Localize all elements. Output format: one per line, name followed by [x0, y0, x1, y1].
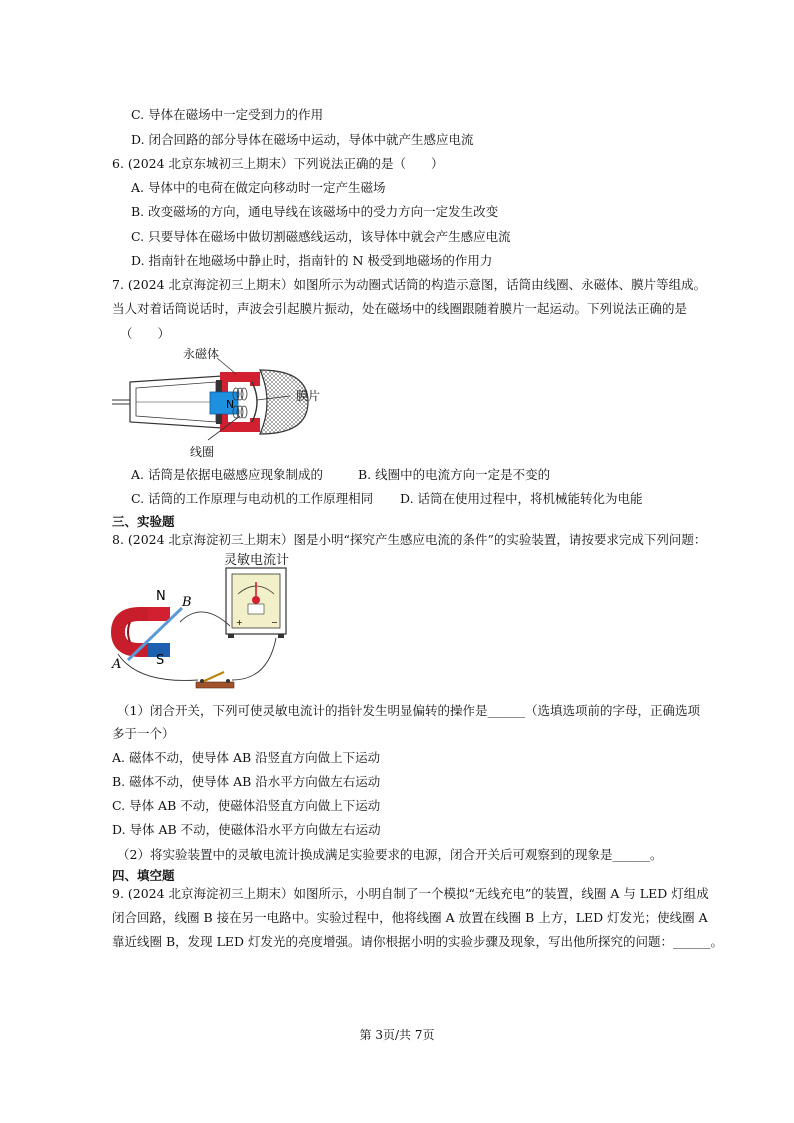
microphone-handle: [112, 376, 222, 428]
q8-option-c: C. 导体 AB 不动，使磁体沿竖直方向做上下运动: [112, 798, 381, 813]
q6-stem: 6. (2024 北京东城初三上期末）下列说法正确的是（ ）: [112, 156, 444, 171]
section-3-heading: 三、实验题: [112, 514, 175, 529]
q6-option-a: A. 导体中的电荷在做定向移动时一定产生磁场: [131, 180, 386, 195]
q7-stem-line-2: 当人对着话筒说话时，声波会引起膜片振动，处在磁场中的线圈跟随着膜片一起运动。下列说法正确的是: [112, 301, 688, 316]
q8-option-a: A. 磁体不动，使导体 AB 沿竖直方向做上下运动: [112, 750, 381, 765]
q8-sub1-line-1: （1）闭合开关，下列可使灵敏电流计的指针发生明显偏转的操作是______（选填选项前的字母，正确选项: [117, 703, 700, 718]
q7-option-a: A. 话筒是依据电磁感应现象制成的: [131, 467, 323, 482]
wire-b-to-meter: [180, 612, 230, 626]
q8-sub2: （2）将实验装置中的灵敏电流计换成满足实验要求的电源，闭合开关后可观察到的现象是______。: [117, 847, 663, 862]
q8-sub1-line-2: 多于一个）: [112, 726, 175, 741]
wire-switch-to-meter: [232, 638, 276, 680]
q5-option-d: D. 闭合回路的部分导体在磁场中运动，导体中就产生感应电流: [131, 132, 474, 147]
fig8-b-label: B: [182, 595, 192, 610]
q9-line-3: 靠近线圈 B，发现 LED 灯发光的亮度增强。请你根据小明的实验步骤及现象，写出他所探究的问题：______。: [112, 934, 724, 949]
q6-option-d: D. 指南针在地磁场中静止时，指南针的 N 极受到地磁场的作用力: [131, 253, 493, 268]
fig8-meter-label: 灵敏电流计: [224, 553, 290, 568]
q7-option-d: D. 话筒在使用过程中，将机械能转化为电能: [400, 491, 643, 506]
experiment-diagram: [108, 550, 298, 696]
q6-option-b: B. 改变磁场的方向，通电导线在该磁场中的受力方向一定发生改变: [131, 204, 499, 219]
q7-stem-line-3: （ ）: [120, 326, 171, 341]
svg-text:−: −: [271, 618, 278, 627]
fig8-s-label: S: [156, 653, 165, 668]
q9-line-2: 闭合回路，线圈 B 接在另一电路中。实验过程中，他将线圈 A 放置在线圈 B 上方，LED 灯发光；使线圈 A: [112, 910, 708, 925]
fig8-n-label: N: [156, 589, 166, 604]
page-number: 第 3页/共 7页: [359, 1028, 435, 1042]
q8-option-d: D. 导体 AB 不动，使磁体沿水平方向做左右运动: [112, 822, 381, 837]
svg-text:+: +: [236, 618, 243, 627]
q6-option-c: C. 只要导体在磁场中做切割磁感线运动，该导体中就会产生感应电流: [131, 229, 511, 244]
q8-option-b: B. 磁体不动，使导体 AB 沿水平方向做左右运动: [112, 774, 381, 789]
section-4-heading: 四、填空题: [112, 868, 175, 883]
q9-line-1: 9. (2024 北京海淀初三上期末）如图所示，小明自制了一个模拟“无线充电”的装置，线圈 A 与 LED 灯组成: [112, 886, 709, 901]
q7-stem-line-1: 7. (2024 北京海淀初三上期末）如图所示为动圈式话筒的构造示意图，话筒由线圈、永磁体、膜片等组成。: [112, 277, 707, 292]
q5-option-c: C. 导体在磁场中一定受到力的作用: [131, 107, 324, 122]
fig7-coil-label: 线圈: [190, 445, 215, 459]
fig7-membrane-label: 膜片: [296, 389, 321, 403]
membrane: [252, 382, 257, 422]
fig7-magnet-label: 永磁体: [183, 347, 220, 361]
fig7-n-label: N: [226, 398, 235, 411]
fig8-a-label: A: [112, 657, 122, 672]
switch: [196, 672, 234, 688]
galvanometer: [226, 568, 286, 638]
q7-option-b: B. 线圈中的电流方向一定是不变的: [358, 467, 551, 482]
q8-stem: 8. (2024 北京海淀初三上期末）图是小明“探究产生感应电流的条件”的实验装置，请按要求完成下列问题：: [112, 532, 707, 547]
q7-option-c: C. 话筒的工作原理与电动机的工作原理相同: [131, 491, 374, 506]
